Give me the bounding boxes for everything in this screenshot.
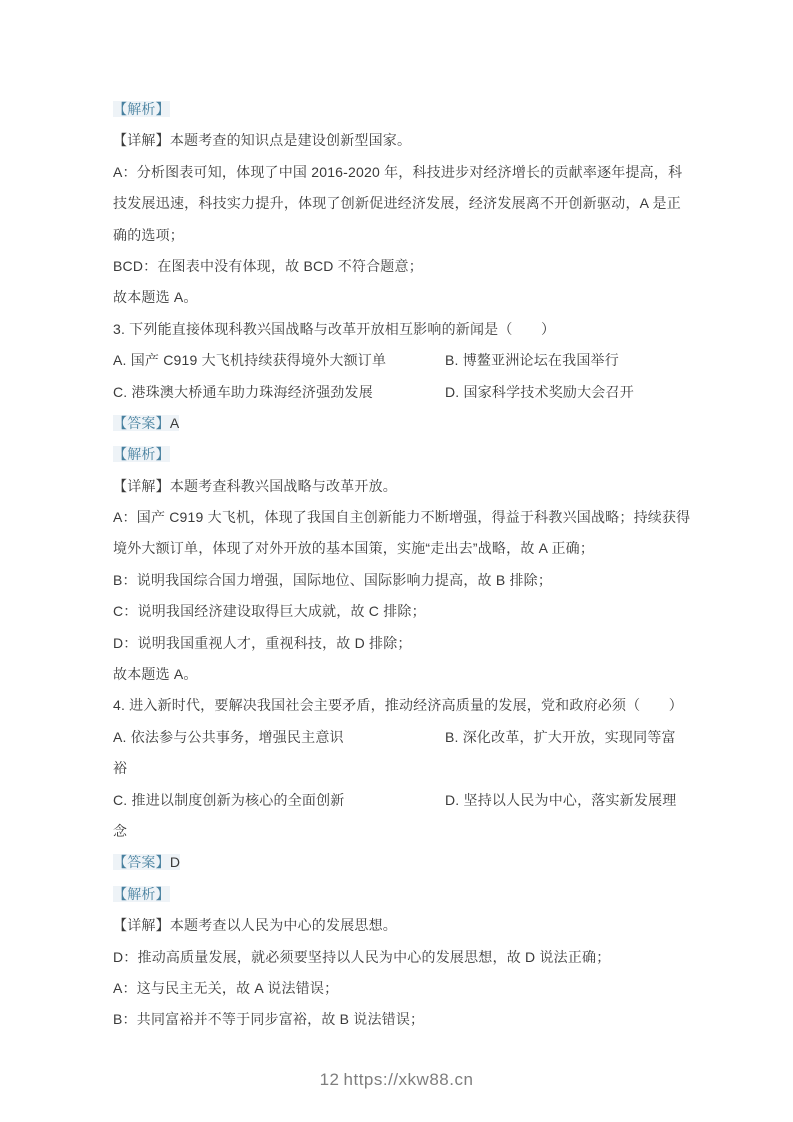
answer-line [113, 847, 681, 878]
body-text-line [113, 188, 681, 219]
text-span: B：共同富裕并不等于同步富裕，故 B 说法错误； [113, 1011, 425, 1028]
page-number: 12 [319, 1070, 340, 1089]
text-span: 本题考查科教兴国战略与改革开放。 [169, 477, 398, 494]
answer-letter: D [169, 854, 181, 871]
option-text: B. 深化改革，扩大开放，实现同等富 [445, 728, 676, 745]
body-text-line [113, 565, 681, 596]
option-wrap-line [113, 816, 681, 847]
section-label: 【解析】 [113, 101, 170, 117]
text-span: A：这与民主无关，故 A 说法错误； [113, 979, 339, 996]
question-stem-line [113, 690, 681, 721]
option-row [113, 722, 681, 753]
text-span: 【详解】 [113, 917, 170, 934]
body-text-line [113, 251, 681, 282]
option-row [113, 377, 681, 408]
body-text-line [113, 220, 681, 251]
text-span: D：推动高质量发展，就必须要坚持以人民为中心的发展思想，故 D 说法正确； [113, 948, 611, 965]
body-text-line [113, 1004, 681, 1035]
text-span: 确的选项； [113, 226, 184, 243]
text-span: A：分析图表可知，体现了中国 2016-2020 年，科技进步对经济增长的贡献率逐年提高，科 [113, 163, 683, 180]
analysis-label-line [113, 439, 681, 470]
section-label: 【解析】 [113, 885, 170, 902]
option-text: A. 国产 C919 大飞机持续获得境外大额订单 [113, 352, 387, 369]
detail-note-line [113, 910, 681, 941]
conclusion-line [113, 659, 681, 690]
text-span: 念 [113, 822, 128, 839]
text-span: 本题考查的知识点是建设创新型国家。 [169, 132, 412, 149]
text-span: 裕 [113, 760, 128, 777]
option-row [113, 345, 681, 376]
body-text-line [113, 533, 681, 564]
text-span: 境外大额订单，体现了对外开放的基本国策，实施“走出去”战略，故 A 正确； [113, 540, 595, 557]
text-span: C：说明我国经济建设取得巨大成就，故 C 排除； [113, 603, 426, 620]
text-span: A：国产 C919 大飞机，体现了我国自主创新能力不断增强，得益于科教兴国战略；持续获得 [113, 509, 691, 526]
body-text-line [113, 628, 681, 659]
option-text: A. 依法参与公共事务，增强民主意识 [113, 728, 344, 745]
text-span: D：说明我国重视人才，重视科技，故 D 排除； [113, 634, 412, 651]
option-row [113, 785, 681, 816]
detail-note-line [113, 125, 681, 156]
analysis-label-line [113, 94, 681, 125]
question-stem-line [113, 314, 681, 345]
answer-letter: A [169, 414, 180, 431]
text-span: 3. 下列能直接体现科教兴国战略与改革开放相互影响的新闻是（ ） [113, 320, 556, 337]
analysis-label-line [113, 879, 681, 910]
body-text-line [113, 973, 681, 1004]
section-label: 【解析】 [113, 446, 170, 463]
body-text-line [113, 942, 681, 973]
answer-line [113, 408, 681, 439]
conclusion-line [113, 282, 681, 313]
body-text-line [113, 157, 681, 188]
text-span: 技发展迅速，科技实力提升，体现了创新促进经济发展，经济发展离不开创新驱动，A 是正 [113, 195, 681, 212]
option-text: C. 推进以制度创新为核心的全面创新 [113, 791, 345, 808]
body-text-line [113, 596, 681, 627]
text-span: B：说明我国综合国力增强，国际地位、国际影响力提高，故 B 排除； [113, 571, 553, 588]
section-label: 【答案】 [113, 414, 170, 431]
text-span: 故本题选 A。 [113, 289, 198, 306]
text-span: 本题考查以人民为中心的发展思想。 [169, 917, 398, 934]
footer-url: https://xkw88.cn [343, 1070, 474, 1089]
text-span: BCD：在图表中没有体现，故 BCD 不符合题意； [113, 257, 423, 274]
section-label: 【答案】 [113, 854, 170, 871]
document-content [113, 94, 691, 1036]
option-text: B. 博鳌亚洲论坛在我国举行 [445, 352, 619, 369]
option-wrap-line [113, 753, 681, 784]
body-text-line [113, 502, 691, 533]
text-span: 4. 进入新时代，要解决我国社会主要矛盾，推动经济高质量的发展，党和政府必须（ ） [113, 697, 683, 714]
page-footer [0, 1068, 793, 1092]
option-text: D. 坚持以人民为中心，落实新发展理 [445, 791, 677, 808]
text-span: 【详解】 [113, 477, 170, 494]
text-span: 故本题选 A。 [113, 666, 198, 683]
option-text: C. 港珠澳大桥通车助力珠海经济强劲发展 [113, 383, 373, 400]
option-text: D. 国家科学技术奖励大会召开 [445, 383, 634, 400]
text-span: 【详解】 [113, 132, 170, 149]
detail-note-line [113, 471, 681, 502]
